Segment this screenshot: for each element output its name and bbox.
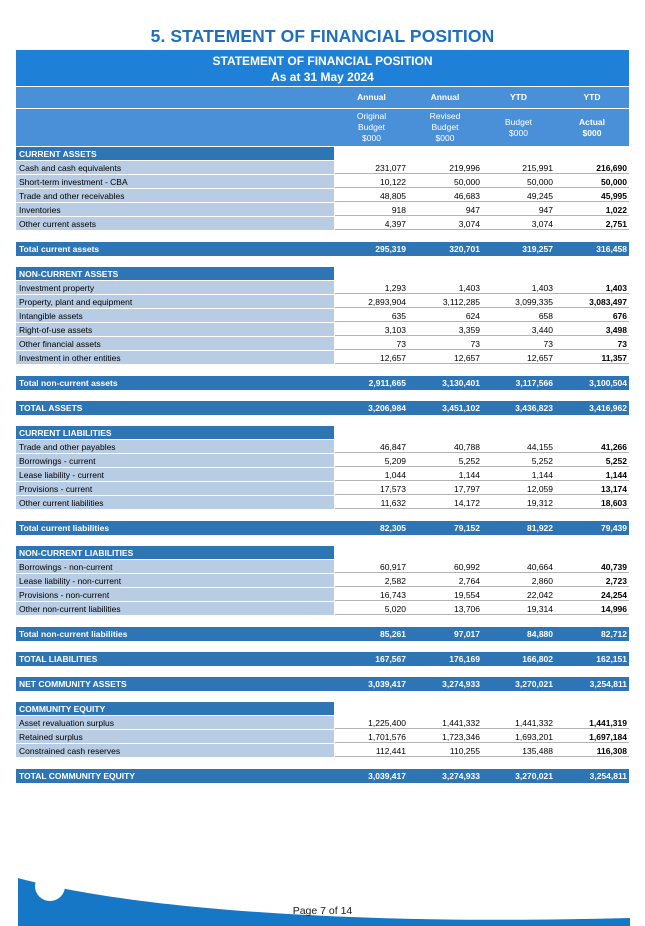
original-budget-cell: 82,305 [380, 523, 406, 533]
ytd-budget-cell: 50,000 [482, 175, 555, 188]
table-row [16, 588, 629, 602]
table-row [16, 309, 629, 323]
table-row [16, 560, 629, 574]
revised-budget-cell: 97,017 [454, 629, 480, 639]
total-row [16, 652, 629, 666]
col1-header-desc: Original Budget $000 [356, 111, 387, 143]
ytd-actual-cell: 216,690 [555, 161, 629, 174]
original-budget-cell: 918 [335, 203, 408, 216]
section-header-row [16, 147, 629, 161]
row-spacer [16, 666, 629, 677]
original-budget-cell: 5,020 [335, 602, 408, 615]
ytd-actual-cell: 82,712 [601, 629, 627, 639]
row-spacer [16, 390, 629, 401]
revised-budget-cell: 1,144 [408, 468, 482, 481]
row-label: Other current liabilities [16, 496, 334, 509]
row-spacer [16, 691, 629, 702]
decorative-dot [120, 864, 132, 876]
ytd-budget-cell: 81,922 [527, 523, 553, 533]
ytd-actual-cell: 1,697,184 [555, 730, 629, 743]
revised-budget-cell: 3,359 [408, 323, 482, 336]
row-label: NET COMMUNITY ASSETS [19, 679, 127, 689]
original-budget-cell: 295,319 [375, 244, 406, 254]
revised-budget-cell: 1,441,332 [408, 716, 482, 729]
original-budget-cell: 12,657 [335, 351, 408, 364]
column-header-row-2 [16, 109, 629, 146]
revised-budget-cell: 79,152 [454, 523, 480, 533]
original-budget-cell: 635 [335, 309, 408, 322]
row-label: Lease liability - non-current [16, 574, 334, 587]
empty-cell [335, 147, 408, 160]
total-row [16, 242, 629, 256]
table-row [16, 351, 629, 365]
row-label: Provisions - current [16, 482, 334, 495]
ytd-budget-cell: 3,074 [482, 217, 555, 230]
ytd-budget-cell: 135,488 [482, 744, 555, 757]
table-row [16, 175, 629, 189]
total-row [16, 401, 629, 415]
col4-header-period: YTD [583, 92, 601, 102]
ytd-actual-cell: 13,174 [555, 482, 629, 495]
ytd-budget-cell: 3,270,021 [515, 771, 553, 781]
original-budget-cell: 10,122 [335, 175, 408, 188]
ytd-actual-cell: 2,751 [555, 217, 629, 230]
table-row [16, 161, 629, 175]
total-row [16, 677, 629, 691]
ytd-actual-cell: 14,996 [555, 602, 629, 615]
table-row [16, 744, 629, 758]
row-label: Total non-current assets [19, 378, 118, 388]
statement-title: STATEMENT OF FINANCIAL POSITION [212, 54, 433, 68]
table-row [16, 281, 629, 295]
empty-cell [555, 147, 629, 160]
table-row [16, 217, 629, 231]
revised-budget-cell: 3,451,102 [442, 403, 480, 413]
ytd-budget-cell: 84,880 [527, 629, 553, 639]
empty-cell [408, 147, 482, 160]
row-spacer [16, 415, 629, 426]
ytd-actual-cell: 3,083,497 [555, 295, 629, 308]
decorative-dot [35, 871, 65, 901]
table-row [16, 730, 629, 744]
row-spacer [16, 616, 629, 627]
ytd-actual-cell: 18,603 [555, 496, 629, 509]
col3-header-period: YTD [510, 92, 527, 102]
ytd-budget-cell: 5,252 [482, 454, 555, 467]
ytd-actual-cell: 162,151 [596, 654, 627, 664]
revised-budget-cell: 219,996 [408, 161, 482, 174]
row-spacer [16, 535, 629, 546]
total-row [16, 521, 629, 535]
original-budget-cell: 2,582 [335, 574, 408, 587]
original-budget-cell: 1,044 [335, 468, 408, 481]
row-label: Lease liability - current [16, 468, 334, 481]
revised-budget-cell: 1,403 [408, 281, 482, 294]
ytd-actual-cell: 3,498 [555, 323, 629, 336]
row-label: Other current assets [16, 217, 334, 230]
row-label: Trade and other payables [16, 440, 334, 453]
row-label: Provisions - non-current [16, 588, 334, 601]
table-row [16, 323, 629, 337]
ytd-budget-cell: 3,099,335 [482, 295, 555, 308]
table-row [16, 468, 629, 482]
ytd-budget-cell: 19,312 [482, 496, 555, 509]
empty-cell [555, 426, 629, 439]
ytd-budget-cell: 40,664 [482, 560, 555, 573]
original-budget-cell: 46,847 [335, 440, 408, 453]
ytd-budget-cell: 319,257 [522, 244, 553, 254]
ytd-actual-cell: 1,441,319 [555, 716, 629, 729]
row-label: NON-CURRENT LIABILITIES [16, 546, 334, 559]
section-header-row [16, 267, 629, 281]
ytd-budget-cell: 947 [482, 203, 555, 216]
table-row [16, 189, 629, 203]
table-row [16, 574, 629, 588]
ytd-budget-cell: 12,059 [482, 482, 555, 495]
original-budget-cell: 3,206,984 [368, 403, 406, 413]
ytd-actual-cell: 3,100,504 [589, 378, 627, 388]
row-label: Other financial assets [16, 337, 334, 350]
ytd-budget-cell: 215,991 [482, 161, 555, 174]
row-label: Asset revaluation surplus [16, 716, 334, 729]
ytd-actual-cell: 5,252 [555, 454, 629, 467]
original-budget-cell: 1,225,400 [335, 716, 408, 729]
ytd-budget-cell: 1,403 [482, 281, 555, 294]
ytd-actual-cell: 3,254,811 [589, 771, 627, 781]
ytd-budget-cell: 1,144 [482, 468, 555, 481]
revised-budget-cell: 12,657 [408, 351, 482, 364]
original-budget-cell: 2,911,665 [368, 378, 406, 388]
revised-budget-cell: 3,112,285 [408, 295, 482, 308]
ytd-budget-cell: 2,860 [482, 574, 555, 587]
row-spacer [16, 510, 629, 521]
revised-budget-cell: 176,169 [449, 654, 480, 664]
column-header-row-1 [16, 87, 629, 108]
ytd-budget-cell: 3,440 [482, 323, 555, 336]
row-label: Inventories [16, 203, 334, 216]
table-row [16, 295, 629, 309]
ytd-budget-cell: 1,441,332 [482, 716, 555, 729]
table-row [16, 716, 629, 730]
ytd-budget-cell: 12,657 [482, 351, 555, 364]
row-label: TOTAL COMMUNITY EQUITY [19, 771, 136, 781]
original-budget-cell: 11,632 [335, 496, 408, 509]
revised-budget-cell: 624 [408, 309, 482, 322]
empty-cell [408, 702, 482, 715]
row-label: Cash and cash equivalents [16, 161, 334, 174]
row-label: Other non-current liabilities [16, 602, 334, 615]
col2-header-period: Annual [430, 92, 460, 102]
row-label: Property, plant and equipment [16, 295, 334, 308]
col2-header-desc: Revised Budget $000 [429, 111, 461, 143]
ytd-actual-cell: 2,723 [555, 574, 629, 587]
row-label: CURRENT LIABILITIES [16, 426, 334, 439]
decorative-dot [143, 867, 151, 875]
page-title: 5. STATEMENT OF FINANCIAL POSITION [150, 26, 495, 46]
revised-budget-cell: 3,274,933 [442, 679, 480, 689]
row-label: Short-term investment - CBA [16, 175, 334, 188]
revised-budget-cell: 19,554 [408, 588, 482, 601]
ytd-actual-cell: 50,000 [555, 175, 629, 188]
original-budget-cell: 73 [335, 337, 408, 350]
row-label: Right-of-use assets [16, 323, 334, 336]
revised-budget-cell: 1,723,346 [408, 730, 482, 743]
ytd-budget-cell: 73 [482, 337, 555, 350]
revised-budget-cell: 50,000 [408, 175, 482, 188]
table-row [16, 482, 629, 496]
original-budget-cell: 112,441 [335, 744, 408, 757]
ytd-budget-cell: 1,693,201 [482, 730, 555, 743]
empty-cell [482, 147, 555, 160]
ytd-actual-cell: 1,403 [555, 281, 629, 294]
revised-budget-cell: 110,255 [408, 744, 482, 757]
empty-cell [408, 267, 482, 280]
revised-budget-cell: 13,706 [408, 602, 482, 615]
revised-budget-cell: 17,797 [408, 482, 482, 495]
row-label: TOTAL ASSETS [19, 403, 83, 413]
ytd-actual-cell: 3,254,811 [589, 679, 627, 689]
row-label: Intangible assets [16, 309, 334, 322]
table-row [16, 203, 629, 217]
original-budget-cell: 3,103 [335, 323, 408, 336]
section-header-row [16, 702, 629, 716]
ytd-actual-cell: 73 [555, 337, 629, 350]
revised-budget-cell: 2,764 [408, 574, 482, 587]
revised-budget-cell: 320,701 [449, 244, 480, 254]
empty-cell [482, 546, 555, 559]
table-row [16, 496, 629, 510]
table-row [16, 454, 629, 468]
row-label: Borrowings - current [16, 454, 334, 467]
ytd-actual-cell: 676 [555, 309, 629, 322]
section-header-row [16, 546, 629, 560]
col4-header-desc: Actual $000 [579, 117, 605, 138]
revised-budget-cell: 14,172 [408, 496, 482, 509]
row-label: TOTAL LIABILITIES [19, 654, 98, 664]
row-spacer [16, 256, 629, 267]
row-label: NON-CURRENT ASSETS [16, 267, 334, 280]
ytd-budget-cell: 44,155 [482, 440, 555, 453]
empty-cell [555, 546, 629, 559]
ytd-budget-cell: 3,270,021 [515, 679, 553, 689]
table-row [16, 337, 629, 351]
revised-budget-cell: 3,274,933 [442, 771, 480, 781]
original-budget-cell: 4,397 [335, 217, 408, 230]
revised-budget-cell: 40,788 [408, 440, 482, 453]
empty-cell [482, 267, 555, 280]
original-budget-cell: 1,701,576 [335, 730, 408, 743]
revised-budget-cell: 73 [408, 337, 482, 350]
revised-budget-cell: 46,683 [408, 189, 482, 202]
ytd-actual-cell: 24,254 [555, 588, 629, 601]
row-spacer [16, 758, 629, 769]
statement-banner [16, 50, 629, 86]
ytd-budget-cell: 49,245 [482, 189, 555, 202]
empty-cell [335, 546, 408, 559]
financial-position-table [16, 147, 629, 783]
ytd-actual-cell: 316,458 [596, 244, 627, 254]
empty-cell [408, 426, 482, 439]
row-label: CURRENT ASSETS [16, 147, 334, 160]
section-header-row [16, 426, 629, 440]
original-budget-cell: 5,209 [335, 454, 408, 467]
revised-budget-cell: 60,992 [408, 560, 482, 573]
ytd-actual-cell: 1,144 [555, 468, 629, 481]
empty-cell [482, 426, 555, 439]
original-budget-cell: 3,039,417 [368, 771, 406, 781]
col3-header-desc: Budget $000 [505, 117, 532, 138]
ytd-actual-cell: 1,022 [555, 203, 629, 216]
ytd-actual-cell: 11,357 [555, 351, 629, 364]
empty-cell [555, 267, 629, 280]
empty-cell [555, 702, 629, 715]
ytd-actual-cell: 41,266 [555, 440, 629, 453]
total-row [16, 376, 629, 390]
total-row [16, 769, 629, 783]
decorative-dot [161, 873, 166, 878]
revised-budget-cell: 3,130,401 [442, 378, 480, 388]
ytd-actual-cell: 40,739 [555, 560, 629, 573]
row-label: COMMUNITY EQUITY [16, 702, 334, 715]
ytd-budget-cell: 19,314 [482, 602, 555, 615]
ytd-actual-cell: 79,439 [601, 523, 627, 533]
original-budget-cell: 60,917 [335, 560, 408, 573]
row-label: Investment property [16, 281, 334, 294]
row-label: Total current liabilities [19, 523, 110, 533]
empty-cell [482, 702, 555, 715]
row-label: Borrowings - non-current [16, 560, 334, 573]
ytd-actual-cell: 116,308 [555, 744, 629, 757]
statement-date: As at 31 May 2024 [271, 70, 374, 84]
empty-cell [335, 267, 408, 280]
empty-cell [408, 546, 482, 559]
row-spacer [16, 641, 629, 652]
row-label: Total non-current liabilities [19, 629, 128, 639]
row-label: Total current assets [19, 244, 100, 254]
ytd-budget-cell: 3,117,566 [515, 378, 553, 388]
original-budget-cell: 2,893,904 [335, 295, 408, 308]
ytd-actual-cell: 45,995 [555, 189, 629, 202]
original-budget-cell: 16,743 [335, 588, 408, 601]
original-budget-cell: 48,805 [335, 189, 408, 202]
original-budget-cell: 167,567 [375, 654, 406, 664]
table-row [16, 440, 629, 454]
revised-budget-cell: 3,074 [408, 217, 482, 230]
ytd-budget-cell: 22,042 [482, 588, 555, 601]
ytd-actual-cell: 3,416,962 [589, 403, 627, 413]
original-budget-cell: 17,573 [335, 482, 408, 495]
original-budget-cell: 231,077 [335, 161, 408, 174]
row-label: Retained surplus [16, 730, 334, 743]
original-budget-cell: 1,293 [335, 281, 408, 294]
decorative-dot [90, 864, 108, 882]
row-spacer [16, 231, 629, 242]
ytd-budget-cell: 166,802 [522, 654, 553, 664]
table-row [16, 602, 629, 616]
row-label: Constrained cash reserves [16, 744, 334, 757]
row-label: Trade and other receivables [16, 189, 334, 202]
ytd-budget-cell: 658 [482, 309, 555, 322]
original-budget-cell: 3,039,417 [368, 679, 406, 689]
ytd-budget-cell: 3,436,823 [515, 403, 553, 413]
total-row [16, 627, 629, 641]
revised-budget-cell: 5,252 [408, 454, 482, 467]
empty-cell [335, 426, 408, 439]
revised-budget-cell: 947 [408, 203, 482, 216]
original-budget-cell: 85,261 [380, 629, 406, 639]
row-label: Investment in other entities [16, 351, 334, 364]
page-number: Page 7 of 14 [292, 905, 353, 917]
empty-cell [335, 702, 408, 715]
col1-header-period: Annual [357, 92, 386, 102]
row-spacer [16, 365, 629, 376]
